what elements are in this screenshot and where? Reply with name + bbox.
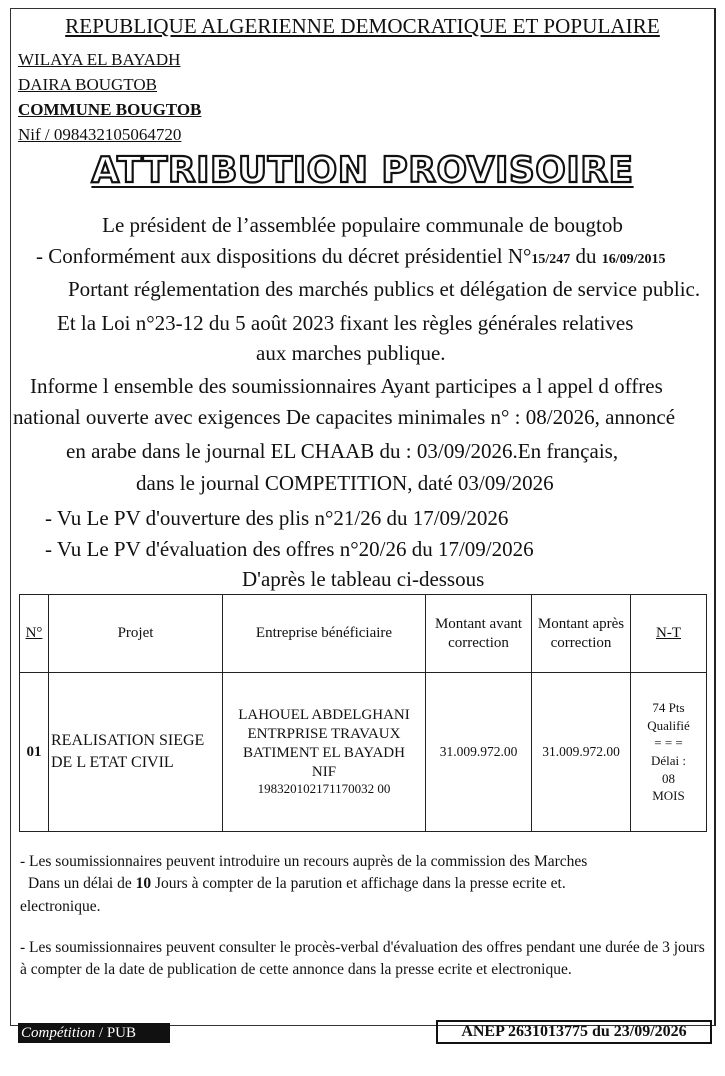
row-entreprise: LAHOUEL ABDELGHANI ENTRPRISE TRAVAUX BATIMENT EL BAYADH NIF 198320102171170032 00 [223, 673, 426, 832]
row-nt: 74 Pts Qualifié = = = Délai : 08 MOIS [631, 673, 707, 832]
republic-heading: REPUBLIQUE ALGERIENNE DEMOCRATIQUE ET POPULAIRE [65, 14, 660, 38]
col-entreprise-header: Entreprise bénéficiaire [223, 595, 426, 673]
title-block [0, 150, 725, 191]
decree-line: - Conformément aux dispositions du décret présidentiel N°15/247 du 16/09/2015 [36, 244, 666, 268]
recourse-note: - Les soumissionnaires peuvent introduire un recours auprès de la commission des Marches Dans un délai de 10 Jours à compter de la parution et affichage dans la presse ecrite et. electronique. [20, 853, 588, 915]
row-num: 01 [20, 673, 49, 832]
col-nt-header: N-T [631, 595, 707, 673]
results-table [19, 594, 707, 832]
newspaper-ar-line: en arabe dans le journal EL CHAAB du : 03/09/2026.En français, [66, 439, 619, 463]
law-line-cont: aux marches publique. [256, 341, 446, 365]
table-row [20, 673, 707, 832]
nif-line: Nif / 098432105064720 [18, 125, 182, 144]
wilaya-line: WILAYA EL BAYADH [18, 50, 181, 69]
publication-badge: Compétition / PUB [18, 1023, 170, 1043]
pv-opening-line: - Vu Le PV d'ouverture des plis n°21/26 du 17/09/2026 [45, 506, 509, 530]
law-line: Et la Loi n°23-12 du 5 août 2023 fixant les règles générales relatives [57, 311, 634, 335]
row-montant-apres: 31.009.972.00 [532, 673, 631, 832]
inform-line: Informe l ensemble des soumissionnaires Ayant participes a l appel d offres [30, 374, 663, 398]
col-num-header: N° [20, 595, 49, 673]
col-montant-apres-header: Montant après correction [532, 595, 631, 673]
anep-reference: ANEP 2631013775 du 23/09/2026 [436, 1020, 712, 1044]
commune-line: COMMUNE BOUGTOB [18, 100, 202, 119]
row-montant-avant: 31.009.972.00 [426, 673, 532, 832]
intro-line: Le président de l’assemblée populaire communale de bougtob [102, 213, 623, 237]
row-projet: REALISATION SIEGE DE L ETAT CIVIL [49, 673, 223, 832]
daira-line: DAIRA BOUGTOB [18, 75, 158, 94]
regulation-line: Portant réglementation des marchés publics et délégation de service public. [68, 277, 701, 301]
page-title: ATTRIBUTION PROVISOIRE [91, 150, 634, 191]
newspaper-fr-line: dans le journal COMPETITION, daté 03/09/2026 [136, 471, 554, 495]
tender-line: national ouverte avec exigences De capacites minimales n° : 08/2026, annoncé [13, 405, 676, 429]
pv-evaluation-line: - Vu Le PV d'évaluation des offres n°20/26 du 17/09/2026 [45, 537, 534, 561]
table-intro-line: D'après le tableau ci-dessous [242, 567, 485, 591]
table-header-row [20, 595, 707, 673]
col-projet-header: Projet [49, 595, 223, 673]
consultation-note: - Les soumissionnaires peuvent consulter le procès-verbal d'évaluation des offres pendant une durée de 3 jours à compter de la date de publication de cette annonce dans la presse ecrite et electronique. [20, 939, 705, 979]
col-montant-avant-header: Montant avant correction [426, 595, 532, 673]
